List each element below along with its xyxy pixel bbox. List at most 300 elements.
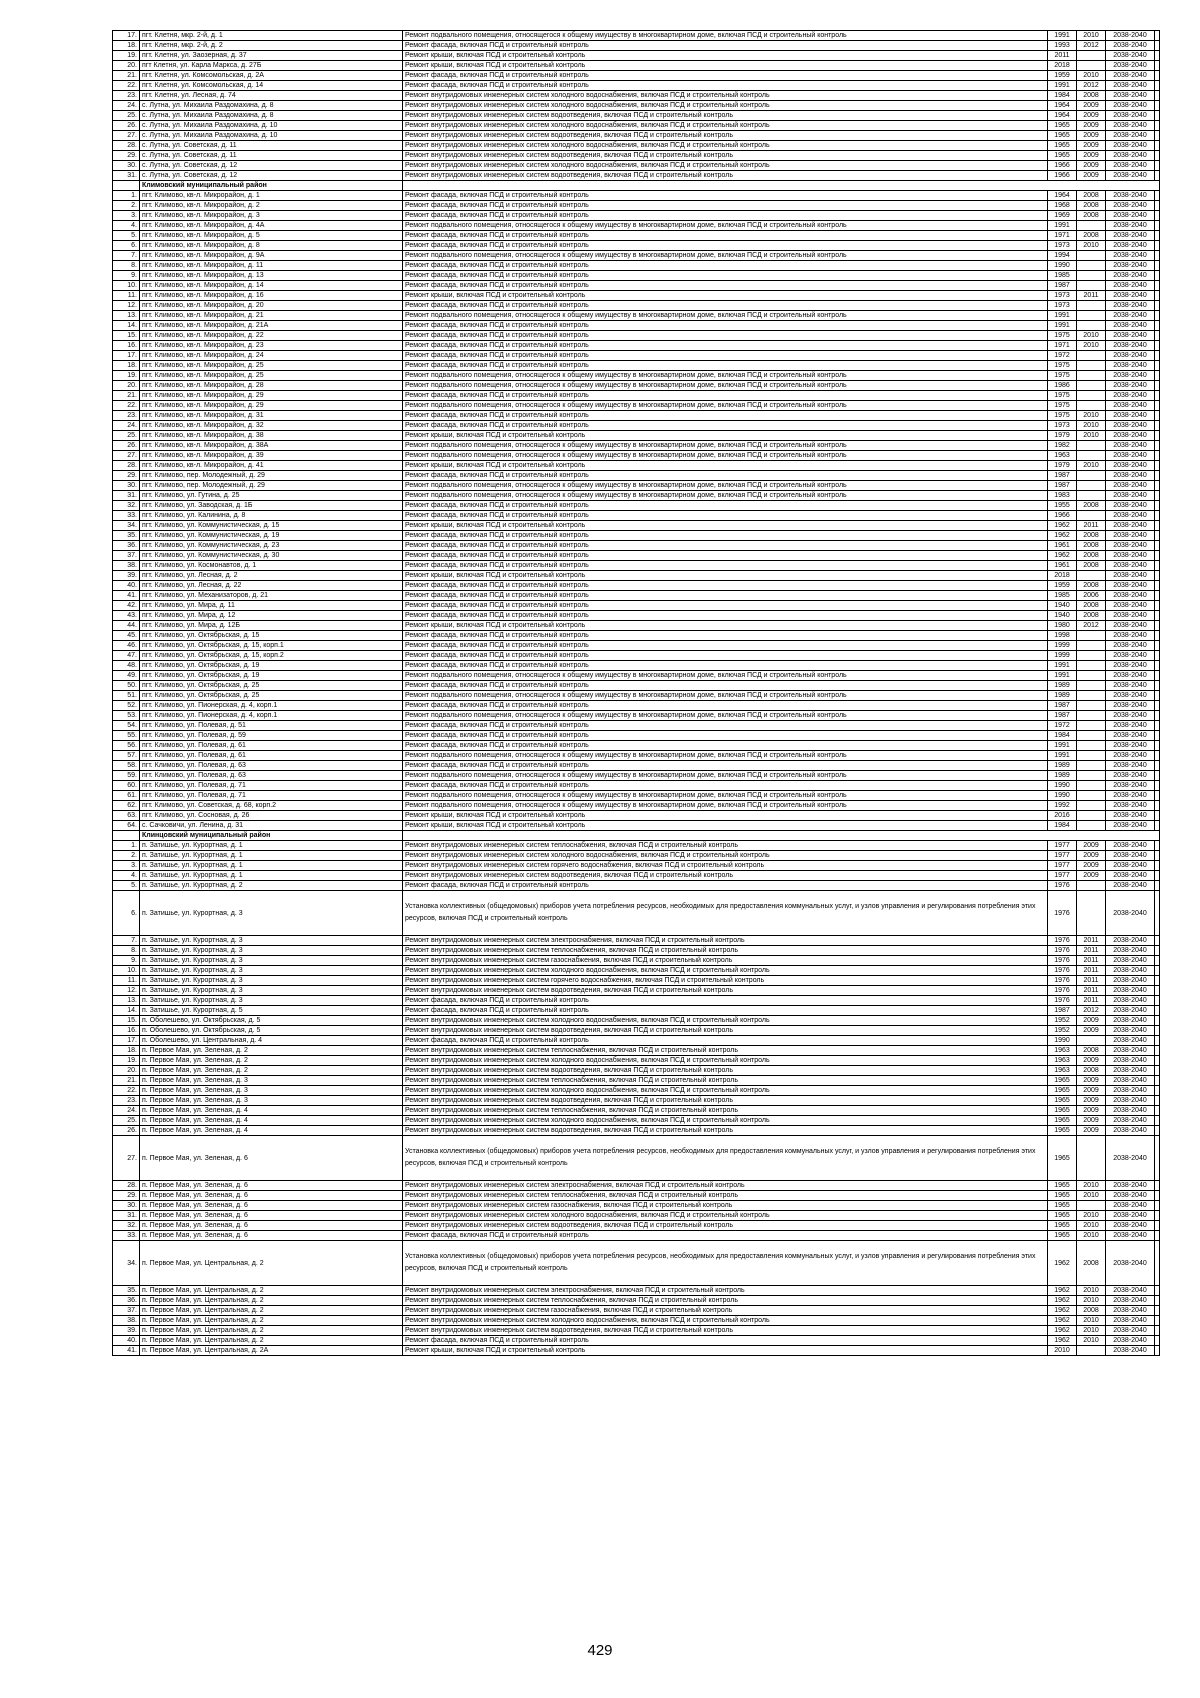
built-year-cell: 1976 (1048, 881, 1077, 891)
trailing-empty-cell (1155, 471, 1160, 481)
row-number: 19. (113, 1056, 140, 1066)
last-repair-year-cell: 2010 (1077, 1316, 1106, 1326)
work-type-cell: Ремонт фасада, включая ПСД и строительный контроль (403, 71, 1048, 81)
table-row (113, 91, 1160, 101)
built-year-cell: 1977 (1048, 851, 1077, 861)
last-repair-year-cell: 2011 (1077, 936, 1106, 946)
planned-period-cell: 2038-2040 (1106, 701, 1155, 711)
address-cell: пгт. Климово, кв-л. Микрорайон, д. 3 (140, 211, 403, 221)
trailing-empty-cell (1155, 1096, 1160, 1106)
last-repair-year-cell: 2012 (1077, 41, 1106, 51)
last-repair-year-cell (1077, 741, 1106, 751)
row-number: 32. (113, 501, 140, 511)
planned-period-cell: 2038-2040 (1106, 1016, 1155, 1026)
built-year-cell: 1993 (1048, 41, 1077, 51)
address-cell: пгт. Клетня, ул. Лесная, д. 74 (140, 91, 403, 101)
last-repair-year-cell: 2009 (1077, 1076, 1106, 1086)
built-year-cell: 1987 (1048, 281, 1077, 291)
address-cell: с. Лутна, ул. Советская, д. 12 (140, 161, 403, 171)
table-row (113, 661, 1160, 671)
row-number: 30. (113, 161, 140, 171)
row-number: 7. (113, 936, 140, 946)
last-repair-year-cell: 2010 (1077, 71, 1106, 81)
trailing-empty-cell (1155, 1016, 1160, 1026)
last-repair-year-cell (1077, 301, 1106, 311)
planned-period-cell: 2038-2040 (1106, 261, 1155, 271)
work-type-cell: Ремонт внутридомовых инженерных систем водоотведения, включая ПСД и строительный контроль (403, 111, 1048, 121)
last-repair-year-cell (1077, 821, 1106, 831)
built-year-cell: 1955 (1048, 501, 1077, 511)
header-empty-cell (403, 181, 1160, 191)
planned-period-cell: 2038-2040 (1106, 1326, 1155, 1336)
address-cell: с. Лутна, ул. Михаила Раздомахина, д. 8 (140, 101, 403, 111)
trailing-empty-cell (1155, 761, 1160, 771)
district-header-row (113, 181, 1160, 191)
row-number: 21. (113, 71, 140, 81)
address-cell: п. Затишье, ул. Курортная, д. 3 (140, 976, 403, 986)
built-year-cell: 1965 (1048, 1106, 1077, 1116)
table-row (113, 936, 1160, 946)
last-repair-year-cell: 2008 (1077, 1306, 1106, 1316)
planned-period-cell: 2038-2040 (1106, 101, 1155, 111)
row-number: 17. (113, 1036, 140, 1046)
address-cell: пгт. Климово, кв-л. Микрорайон, д. 4А (140, 221, 403, 231)
row-number: 6. (113, 891, 140, 936)
table-row (113, 231, 1160, 241)
trailing-empty-cell (1155, 1211, 1160, 1221)
last-repair-year-cell: 2011 (1077, 976, 1106, 986)
row-number: 29. (113, 151, 140, 161)
last-repair-year-cell: 2008 (1077, 551, 1106, 561)
planned-period-cell: 2038-2040 (1106, 811, 1155, 821)
built-year-cell: 1975 (1048, 411, 1077, 421)
table-row (113, 81, 1160, 91)
last-repair-year-cell: 2010 (1077, 1286, 1106, 1296)
trailing-empty-cell (1155, 1221, 1160, 1231)
table-row (113, 956, 1160, 966)
trailing-empty-cell (1155, 956, 1160, 966)
address-cell: пгт. Климово, ул. Полевая, д. 59 (140, 731, 403, 741)
planned-period-cell: 2038-2040 (1106, 1036, 1155, 1046)
row-number: 29. (113, 1191, 140, 1201)
work-type-cell: Ремонт внутридомовых инженерных систем водоотведения, включая ПСД и строительный контроль (403, 131, 1048, 141)
planned-period-cell: 2038-2040 (1106, 1346, 1155, 1356)
row-number: 63. (113, 811, 140, 821)
row-number: 19. (113, 51, 140, 61)
built-year-cell: 1975 (1048, 391, 1077, 401)
table-row (113, 1056, 1160, 1066)
built-year-cell: 1991 (1048, 661, 1077, 671)
work-type-cell: Ремонт внутридомовых инженерных систем холодного водоснабжения, включая ПСД и строительный контроль (403, 851, 1048, 861)
table-row (113, 1046, 1160, 1056)
address-cell: п. Затишье, ул. Курортная, д. 1 (140, 841, 403, 851)
last-repair-year-cell (1077, 671, 1106, 681)
last-repair-year-cell: 2008 (1077, 201, 1106, 211)
row-number: 24. (113, 101, 140, 111)
table-row (113, 781, 1160, 791)
planned-period-cell: 2038-2040 (1106, 531, 1155, 541)
table-row (113, 241, 1160, 251)
planned-period-cell: 2038-2040 (1106, 211, 1155, 221)
address-cell: п. Затишье, ул. Курортная, д. 3 (140, 996, 403, 1006)
address-cell: пгт. Климово, ул. Октябрьская, д. 15, корп.2 (140, 651, 403, 661)
trailing-empty-cell (1155, 621, 1160, 631)
address-cell: пгт. Климово, кв-л. Микрорайон, д. 29 (140, 391, 403, 401)
table-row (113, 271, 1160, 281)
planned-period-cell: 2038-2040 (1106, 1211, 1155, 1221)
last-repair-year-cell: 2008 (1077, 501, 1106, 511)
address-cell: п. Оболешево, ул. Октябрьская, д. 5 (140, 1026, 403, 1036)
row-number: 27. (113, 451, 140, 461)
row-number: 47. (113, 651, 140, 661)
row-number: 30. (113, 481, 140, 491)
work-type-cell: Ремонт внутридомовых инженерных систем водоотведения, включая ПСД и строительный контроль (403, 1221, 1048, 1231)
trailing-empty-cell (1155, 671, 1160, 681)
last-repair-year-cell: 2009 (1077, 161, 1106, 171)
planned-period-cell: 2038-2040 (1106, 331, 1155, 341)
last-repair-year-cell (1077, 811, 1106, 821)
planned-period-cell: 2038-2040 (1106, 41, 1155, 51)
trailing-empty-cell (1155, 861, 1160, 871)
last-repair-year-cell: 2009 (1077, 141, 1106, 151)
last-repair-year-cell: 2009 (1077, 861, 1106, 871)
address-cell: пгт. Климово, ул. Октябрьская, д. 15 (140, 631, 403, 641)
row-number: 13. (113, 996, 140, 1006)
trailing-empty-cell (1155, 741, 1160, 751)
table-row (113, 761, 1160, 771)
last-repair-year-cell (1077, 1201, 1106, 1211)
planned-period-cell: 2038-2040 (1106, 946, 1155, 956)
work-type-cell: Ремонт фасада, включая ПСД и строительный контроль (403, 731, 1048, 741)
trailing-empty-cell (1155, 491, 1160, 501)
row-number: 8. (113, 261, 140, 271)
built-year-cell: 1940 (1048, 601, 1077, 611)
address-cell: п. Первое Мая, ул. Зеленая, д. 4 (140, 1106, 403, 1116)
last-repair-year-cell (1077, 251, 1106, 261)
row-number: 59. (113, 771, 140, 781)
planned-period-cell: 2038-2040 (1106, 291, 1155, 301)
trailing-empty-cell (1155, 361, 1160, 371)
table-row (113, 1346, 1160, 1356)
address-cell: п. Затишье, ул. Курортная, д. 3 (140, 986, 403, 996)
row-number: 25. (113, 1116, 140, 1126)
address-cell: пгт. Климово, кв-л. Микрорайон, д. 16 (140, 291, 403, 301)
work-type-cell: Ремонт подвального помещения, относящегося к общему имуществу в многоквартирном доме, включая ПСД и строительный контроль (403, 801, 1048, 811)
trailing-empty-cell (1155, 401, 1160, 411)
address-cell: п. Первое Мая, ул. Зеленая, д. 6 (140, 1201, 403, 1211)
table-row (113, 251, 1160, 261)
work-type-cell: Ремонт подвального помещения, относящегося к общему имуществу в многоквартирном доме, включая ПСД и строительный контроль (403, 371, 1048, 381)
table-row (113, 511, 1160, 521)
row-number: 9. (113, 956, 140, 966)
row-number: 22. (113, 1086, 140, 1096)
built-year-cell: 1989 (1048, 691, 1077, 701)
row-number: 55. (113, 731, 140, 741)
built-year-cell: 2016 (1048, 811, 1077, 821)
trailing-empty-cell (1155, 501, 1160, 511)
table-row (113, 701, 1160, 711)
row-number: 9. (113, 271, 140, 281)
table-row (113, 281, 1160, 291)
work-type-cell: Ремонт фасада, включая ПСД и строительный контроль (403, 1336, 1048, 1346)
row-number: 20. (113, 381, 140, 391)
planned-period-cell: 2038-2040 (1106, 351, 1155, 361)
table-row (113, 1016, 1160, 1026)
work-type-cell: Ремонт фасада, включая ПСД и строительный контроль (403, 471, 1048, 481)
planned-period-cell: 2038-2040 (1106, 1106, 1155, 1116)
last-repair-year-cell: 2010 (1077, 431, 1106, 441)
planned-period-cell: 2038-2040 (1106, 451, 1155, 461)
built-year-cell: 1990 (1048, 791, 1077, 801)
work-type-cell: Ремонт внутридомовых инженерных систем водоотведения, включая ПСД и строительный контроль (403, 1326, 1048, 1336)
built-year-cell: 1965 (1048, 1136, 1077, 1181)
trailing-empty-cell (1155, 541, 1160, 551)
last-repair-year-cell (1077, 351, 1106, 361)
trailing-empty-cell (1155, 521, 1160, 531)
table-row (113, 601, 1160, 611)
table-row (113, 651, 1160, 661)
trailing-empty-cell (1155, 351, 1160, 361)
row-number: 40. (113, 581, 140, 591)
row-number: 41. (113, 591, 140, 601)
last-repair-year-cell: 2009 (1077, 121, 1106, 131)
work-type-cell: Ремонт внутридомовых инженерных систем теплоснабжения, включая ПСД и строительный контроль (403, 841, 1048, 851)
table-row (113, 171, 1160, 181)
row-number: 37. (113, 1306, 140, 1316)
row-number: 31. (113, 1211, 140, 1221)
row-number: 15. (113, 331, 140, 341)
trailing-empty-cell (1155, 1056, 1160, 1066)
work-type-cell: Ремонт фасада, включая ПСД и строительный контроль (403, 541, 1048, 551)
trailing-empty-cell (1155, 771, 1160, 781)
last-repair-year-cell (1077, 791, 1106, 801)
row-number: 2. (113, 201, 140, 211)
built-year-cell: 1940 (1048, 611, 1077, 621)
built-year-cell: 1976 (1048, 936, 1077, 946)
built-year-cell: 1962 (1048, 1316, 1077, 1326)
table-row (113, 1211, 1160, 1221)
work-type-cell: Ремонт фасада, включая ПСД и строительный контроль (403, 261, 1048, 271)
planned-period-cell: 2038-2040 (1106, 221, 1155, 231)
address-cell: с. Лутна, ул. Михаила Раздомахина, д. 8 (140, 111, 403, 121)
table-row (113, 561, 1160, 571)
trailing-empty-cell (1155, 1231, 1160, 1241)
planned-period-cell: 2038-2040 (1106, 281, 1155, 291)
built-year-cell: 1984 (1048, 731, 1077, 741)
table-row (113, 1116, 1160, 1126)
built-year-cell: 1975 (1048, 401, 1077, 411)
row-number: 42. (113, 601, 140, 611)
trailing-empty-cell (1155, 1026, 1160, 1036)
address-cell: п. Затишье, ул. Курортная, д. 1 (140, 851, 403, 861)
trailing-empty-cell (1155, 661, 1160, 671)
work-type-cell: Ремонт фасада, включая ПСД и строительный контроль (403, 211, 1048, 221)
address-cell: пгт. Климово, ул. Октябрьская, д. 19 (140, 671, 403, 681)
built-year-cell: 1965 (1048, 1201, 1077, 1211)
work-type-cell: Ремонт фасада, включая ПСД и строительный контроль (403, 601, 1048, 611)
planned-period-cell: 2038-2040 (1106, 401, 1155, 411)
trailing-empty-cell (1155, 141, 1160, 151)
planned-period-cell: 2038-2040 (1106, 1191, 1155, 1201)
trailing-empty-cell (1155, 681, 1160, 691)
planned-period-cell: 2038-2040 (1106, 721, 1155, 731)
row-number: 60. (113, 781, 140, 791)
table-row (113, 311, 1160, 321)
planned-period-cell: 2038-2040 (1106, 551, 1155, 561)
last-repair-year-cell (1077, 271, 1106, 281)
trailing-empty-cell (1155, 1046, 1160, 1056)
built-year-cell: 1975 (1048, 371, 1077, 381)
planned-period-cell: 2038-2040 (1106, 201, 1155, 211)
row-number: 22. (113, 81, 140, 91)
planned-period-cell: 2038-2040 (1106, 1006, 1155, 1016)
address-cell: пгт. Климово, ул. Полевая, д. 71 (140, 791, 403, 801)
address-cell: пгт. Климово, ул. Космонавтов, д. 1 (140, 561, 403, 571)
row-number: 28. (113, 461, 140, 471)
built-year-cell: 1965 (1048, 1116, 1077, 1126)
row-number: 34. (113, 521, 140, 531)
last-repair-year-cell: 2010 (1077, 1326, 1106, 1336)
address-cell: пгт. Климово, ул. Лесная, д. 2 (140, 571, 403, 581)
work-type-cell: Ремонт фасада, включая ПСД и строительный контроль (403, 301, 1048, 311)
work-type-cell: Ремонт крыши, включая ПСД и строительный контроль (403, 51, 1048, 61)
last-repair-year-cell (1077, 51, 1106, 61)
work-type-cell: Ремонт фасада, включая ПСД и строительный контроль (403, 411, 1048, 421)
last-repair-year-cell: 2010 (1077, 1211, 1106, 1221)
row-number: 36. (113, 1296, 140, 1306)
work-type-cell: Ремонт фасада, включая ПСД и строительный контроль (403, 511, 1048, 521)
work-type-cell: Ремонт фасада, включая ПСД и строительный контроль (403, 761, 1048, 771)
last-repair-year-cell (1077, 641, 1106, 651)
table-row (113, 801, 1160, 811)
address-cell: с. Лутна, ул. Михаила Раздомахина, д. 10 (140, 131, 403, 141)
built-year-cell: 1966 (1048, 161, 1077, 171)
address-cell: п. Затишье, ул. Курортная, д. 3 (140, 946, 403, 956)
address-cell: пгт. Климово, ул. Полевая, д. 63 (140, 761, 403, 771)
table-row (113, 791, 1160, 801)
table-row (113, 361, 1160, 371)
planned-period-cell: 2038-2040 (1106, 421, 1155, 431)
address-cell: пгт. Климово, ул. Советская, д. 68, корп.2 (140, 801, 403, 811)
table-row (113, 1136, 1160, 1181)
address-cell: пгт. Климово, ул. Полевая, д. 51 (140, 721, 403, 731)
planned-period-cell: 2038-2040 (1106, 1076, 1155, 1086)
table-row (113, 121, 1160, 131)
trailing-empty-cell (1155, 461, 1160, 471)
planned-period-cell: 2038-2040 (1106, 411, 1155, 421)
table-row (113, 191, 1160, 201)
table-row (113, 381, 1160, 391)
row-number: 5. (113, 881, 140, 891)
trailing-empty-cell (1155, 381, 1160, 391)
work-type-cell: Ремонт подвального помещения, относящегося к общему имуществу в многоквартирном доме, включая ПСД и строительный контроль (403, 771, 1048, 781)
work-type-cell: Ремонт внутридомовых инженерных систем теплоснабжения, включая ПСД и строительный контроль (403, 946, 1048, 956)
row-number: 2. (113, 851, 140, 861)
table-row (113, 571, 1160, 581)
work-type-cell: Ремонт фасада, включая ПСД и строительный контроль (403, 271, 1048, 281)
work-type-cell: Ремонт фасада, включая ПСД и строительный контроль (403, 1231, 1048, 1241)
planned-period-cell: 2038-2040 (1106, 861, 1155, 871)
work-type-cell: Ремонт внутридомовых инженерных систем холодного водоснабжения, включая ПСД и строительный контроль (403, 161, 1048, 171)
address-cell: пгт. Климово, ул. Полевая, д. 61 (140, 751, 403, 761)
planned-period-cell: 2038-2040 (1106, 641, 1155, 651)
built-year-cell: 1994 (1048, 251, 1077, 261)
row-number: 34. (113, 1241, 140, 1286)
built-year-cell: 1987 (1048, 471, 1077, 481)
last-repair-year-cell (1077, 261, 1106, 271)
row-number: 35. (113, 531, 140, 541)
trailing-empty-cell (1155, 571, 1160, 581)
planned-period-cell: 2038-2040 (1106, 301, 1155, 311)
planned-period-cell: 2038-2040 (1106, 251, 1155, 261)
planned-period-cell: 2038-2040 (1106, 1286, 1155, 1296)
work-type-cell: Ремонт фасада, включая ПСД и строительный контроль (403, 231, 1048, 241)
address-cell: пгт. Климово, кв-л. Микрорайон, д. 11 (140, 261, 403, 271)
table-row (113, 1086, 1160, 1096)
address-cell: пгт. Клетня, ул. Комсомольская, д. 2А (140, 71, 403, 81)
built-year-cell: 1965 (1048, 131, 1077, 141)
planned-period-cell: 2038-2040 (1106, 71, 1155, 81)
address-cell: п. Первое Мая, ул. Центральная, д. 2 (140, 1336, 403, 1346)
last-repair-year-cell: 2008 (1077, 541, 1106, 551)
work-type-cell: Ремонт внутридомовых инженерных систем водоотведения, включая ПСД и строительный контроль (403, 1026, 1048, 1036)
work-type-cell: Ремонт подвального помещения, относящегося к общему имуществу в многоквартирном доме, включая ПСД и строительный контроль (403, 441, 1048, 451)
built-year-cell: 1998 (1048, 631, 1077, 641)
work-type-cell: Ремонт внутридомовых инженерных систем холодного водоснабжения, включая ПСД и строительный контроль (403, 121, 1048, 131)
address-cell: пгт. Климово, кв-л. Микрорайон, д. 31 (140, 411, 403, 421)
row-number: 43. (113, 611, 140, 621)
work-type-cell: Ремонт фасада, включая ПСД и строительный контроль (403, 191, 1048, 201)
planned-period-cell: 2038-2040 (1106, 1086, 1155, 1096)
work-type-cell: Ремонт фасада, включая ПСД и строительный контроль (403, 281, 1048, 291)
work-type-cell: Установка коллективных (общедомовых) приборов учета потребления ресурсов, необходимых для предоставления коммунальных услуг, и узлов управления и регулирования потребления этих ресурсов, включая ПСД и строительный контроль (403, 891, 1048, 936)
address-cell: п. Первое Мая, ул. Центральная, д. 2 (140, 1316, 403, 1326)
address-cell: пгт. Климово, ул. Механизаторов, д. 21 (140, 591, 403, 601)
last-repair-year-cell: 2009 (1077, 1106, 1106, 1116)
planned-period-cell: 2038-2040 (1106, 1126, 1155, 1136)
planned-period-cell: 2038-2040 (1106, 1231, 1155, 1241)
trailing-empty-cell (1155, 1306, 1160, 1316)
district-header-row (113, 831, 1160, 841)
last-repair-year-cell: 2010 (1077, 31, 1106, 41)
built-year-cell: 1965 (1048, 151, 1077, 161)
built-year-cell: 1959 (1048, 71, 1077, 81)
row-number: 26. (113, 1126, 140, 1136)
planned-period-cell: 2038-2040 (1106, 111, 1155, 121)
built-year-cell: 1991 (1048, 31, 1077, 41)
work-type-cell: Ремонт подвального помещения, относящегося к общему имуществу в многоквартирном доме, включая ПСД и строительный контроль (403, 491, 1048, 501)
table-row (113, 471, 1160, 481)
trailing-empty-cell (1155, 201, 1160, 211)
row-number: 10. (113, 281, 140, 291)
address-cell: п. Первое Мая, ул. Зеленая, д. 2 (140, 1056, 403, 1066)
built-year-cell: 1952 (1048, 1026, 1077, 1036)
built-year-cell: 2018 (1048, 571, 1077, 581)
last-repair-year-cell (1077, 761, 1106, 771)
planned-period-cell: 2038-2040 (1106, 521, 1155, 531)
trailing-empty-cell (1155, 601, 1160, 611)
work-type-cell: Ремонт подвального помещения, относящегося к общему имуществу в многоквартирном доме, включая ПСД и строительный контроль (403, 481, 1048, 491)
built-year-cell: 1976 (1048, 946, 1077, 956)
row-number: 54. (113, 721, 140, 731)
work-type-cell: Ремонт фасада, включая ПСД и строительный контроль (403, 661, 1048, 671)
row-number: 24. (113, 421, 140, 431)
row-number: 35. (113, 1286, 140, 1296)
trailing-empty-cell (1155, 1136, 1160, 1181)
district-name: Клинцовский муниципальный район (140, 831, 403, 841)
table-row (113, 1201, 1160, 1211)
address-cell: с. Лутна, ул. Советская, д. 12 (140, 171, 403, 181)
